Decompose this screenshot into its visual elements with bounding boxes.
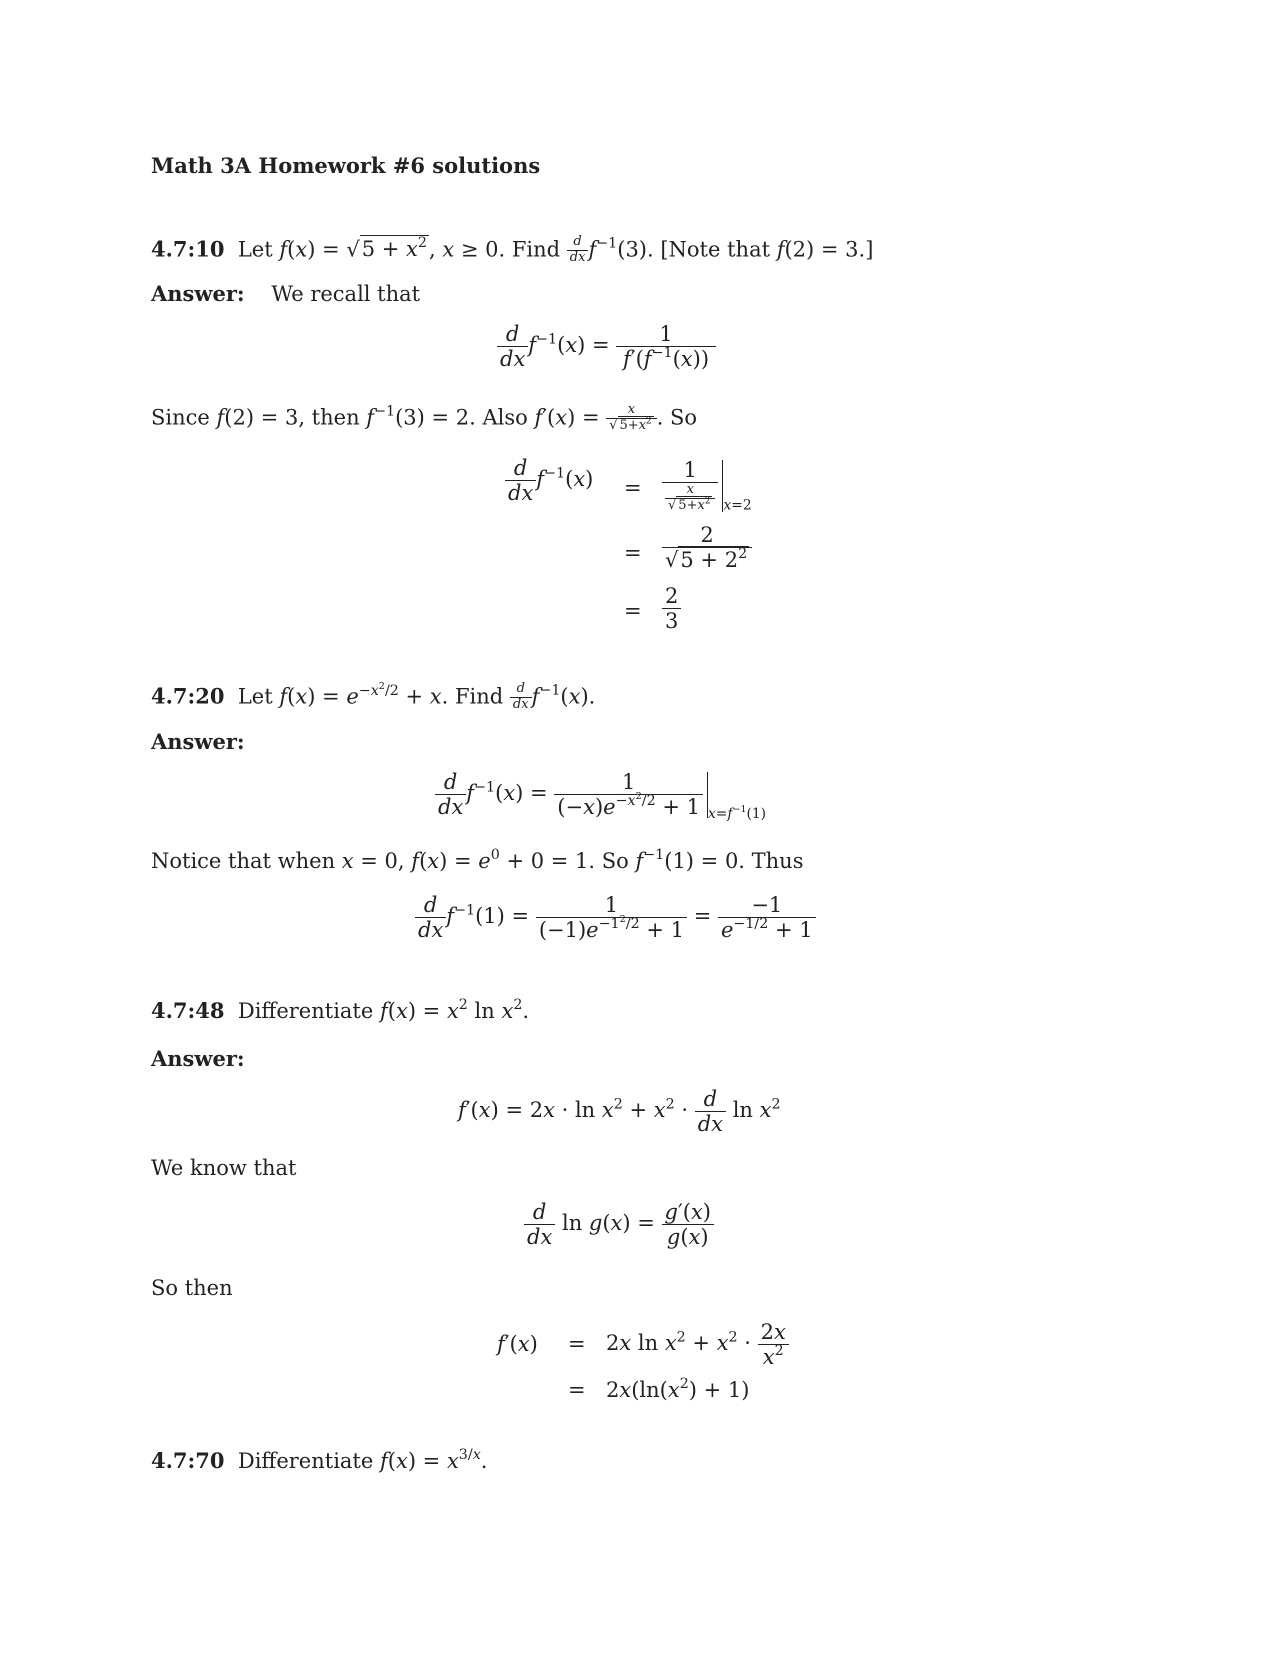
problem-statement: 4.7:10 Let $f(x) = √5 + x^2$, x ≥ 0. Find $\frac{d}{dx}$ $f^{-1}(3)$. [Note that f(2) = 3.] [151, 234, 874, 265]
page-title: Math 3A Homework #6 solutions [151, 153, 541, 178]
equation: $\frac{d}{dx}$ $f^{-1}(x)$ [505, 456, 593, 505]
equation: $\frac{2}{3}$ [662, 584, 681, 633]
problem-number: 4.7:48 [151, 998, 225, 1023]
equation: $2x(\ln(x^2) + 1)$ [606, 1376, 750, 1402]
explanation-text: Since f(2) = 3, then $f^{-1}(3) = 2$. Also f′(x) = $\frac{x}{√ 5+x^2}$ . So [151, 402, 698, 433]
problem-statement: 4.7:20 Let $f(x) = e^{-x^2/2} + x$. Find $\frac{d}{dx}$ $f^{-1}(x)$. [151, 680, 596, 712]
answer-intro: We recall that [271, 282, 421, 306]
equation: $\frac{d}{dx}$ $f^{-1}(x)$ = $\frac{1}{f'(f^{-1}(x))}$ [497, 322, 716, 371]
equals-sign: = [624, 599, 642, 623]
equation: $\frac{d}{dx}$ $f^{-1}(x)$ = $\frac{1}{(-x)e^{-x^2/2} + 1}$ $_{x=f^{-1}(1)}$ [435, 770, 766, 822]
problem-number: 4.7:70 [151, 1448, 225, 1473]
equals-sign: = [568, 1378, 586, 1402]
equation: $\frac{2}{√5 + 2^2}$ [662, 523, 752, 572]
problem-statement: 4.7:70 Differentiate $f(x) = x^{3/x}$. [151, 1447, 488, 1473]
equation: f′(x) [497, 1332, 538, 1356]
explanation-text: Notice that when x = 0, $f(x) = e^0 + 0 = 1$. So $f^{-1}(1) = 0$. Thus [151, 847, 804, 873]
answer-label: Answer: [151, 1046, 245, 1071]
answer-line [151, 283, 420, 305]
text-so-then: So then [151, 1276, 233, 1300]
answer-label: Answer: [151, 281, 245, 306]
problem-number: 4.7:10 [151, 236, 225, 262]
answer-label: Answer: [151, 729, 245, 754]
equation: $f'(x) = 2x \cdot \ln x^2 + x^2$ · $\frac{d}{dx}$ $\ln x^2$ [458, 1087, 781, 1137]
problem-number: 4.7:20 [151, 683, 225, 709]
equals-sign: = [568, 1332, 586, 1356]
equation: 2x $\ln x^2 + x^2$ · $\frac{2x}{x^2}$ [606, 1320, 789, 1369]
equation: $\frac{1}{\frac{x}{√ 5+x^2}}$ $_{x=2}$ [662, 458, 752, 514]
problem-statement: 4.7:48 Differentiate $f(x) = x^2$ $\ln x^2$. [151, 997, 530, 1023]
equals-sign: = [624, 476, 642, 500]
text-we-know: We know that [151, 1156, 297, 1180]
equation: $\frac{d}{dx}$ $f^{-1}(1)$ = $\frac{1}{(-1)e^{-1^2/2} + 1}$ = $\frac{-1}{e^{-1/2} + 1}$ [415, 893, 816, 942]
equals-sign: = [624, 541, 642, 565]
equation: $\frac{d}{dx}$ ln g(x) = $\frac{g'(x)}{g(x)}$ [524, 1200, 714, 1249]
